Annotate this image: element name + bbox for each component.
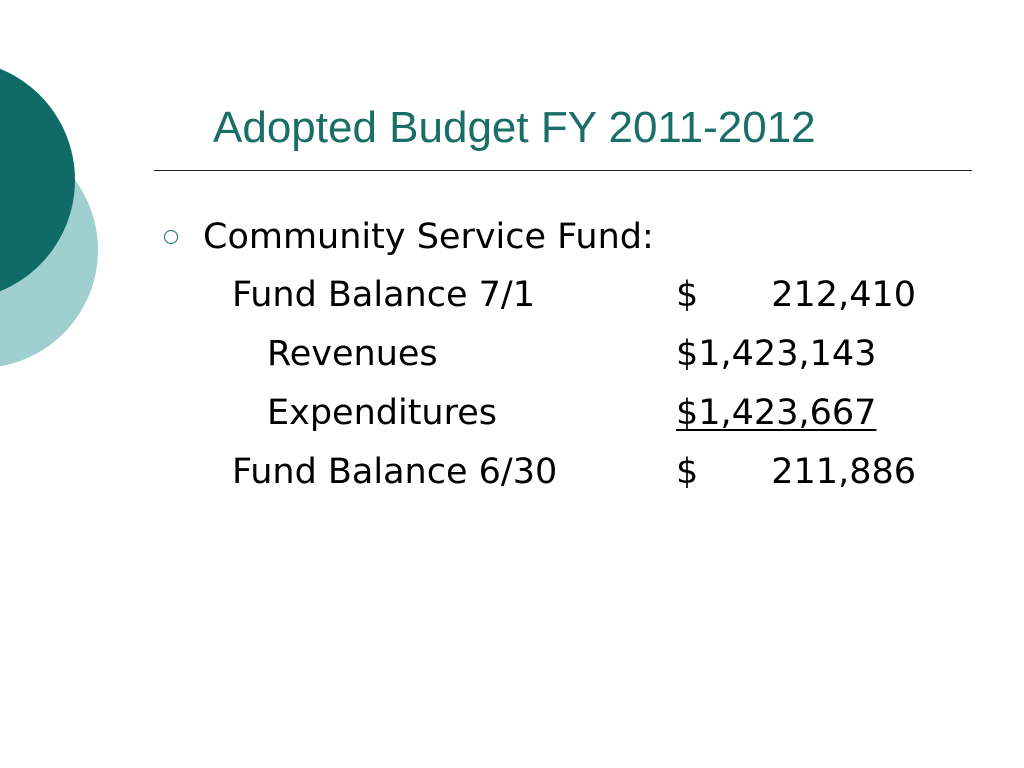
- currency-sign: $: [676, 275, 699, 315]
- amount-value: $1,423,667: [676, 393, 877, 433]
- amount-value: 212,410: [771, 275, 916, 315]
- slide-title: Adopted Budget FY 2011-2012: [213, 103, 816, 152]
- row-label: Revenues: [267, 334, 438, 374]
- amount-value: 211,886: [771, 452, 916, 492]
- bullet-heading: Community Service Fund:: [203, 217, 654, 257]
- amount-value: $1,423,143: [676, 334, 877, 374]
- row-label: Expenditures: [267, 393, 497, 433]
- decorative-circles: [0, 0, 120, 420]
- row-label: Fund Balance 6/30: [232, 452, 558, 492]
- row-label: Fund Balance 7/1: [232, 275, 535, 315]
- title-divider: [154, 170, 972, 171]
- currency-sign: $: [676, 452, 699, 492]
- hollow-circle-bullet-icon: [164, 230, 178, 244]
